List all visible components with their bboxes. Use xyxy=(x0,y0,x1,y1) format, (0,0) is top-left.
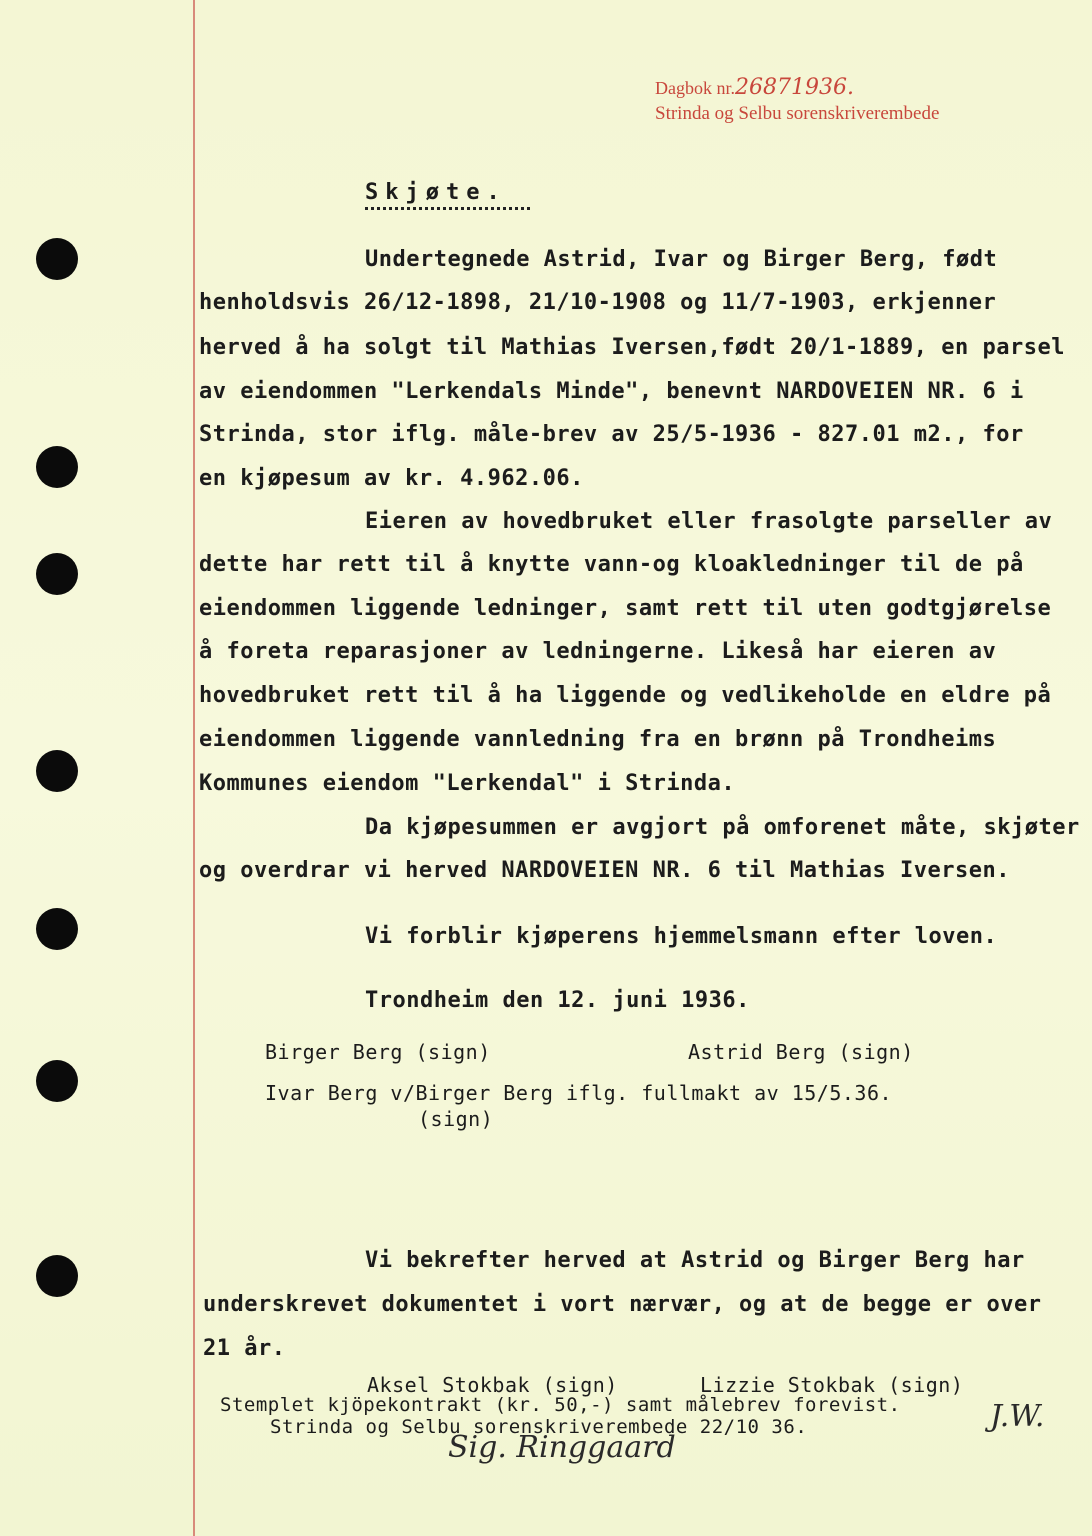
office-stamp: Strinda og Selbu sorenskriverembede xyxy=(655,103,940,124)
registration-line: Strinda og Selbu sorenskriverembede 22/10 36. xyxy=(270,1416,808,1438)
body-line: eiendommen liggende vannledning fra en brønn på Trondheims xyxy=(199,727,997,752)
document-title: Skjøte. xyxy=(365,180,507,205)
punch-hole xyxy=(36,1255,78,1297)
body-line: hovedbruket rett til å ha liggende og vedlikeholde en eldre på xyxy=(199,683,1052,708)
body-line: og overdrar vi herved NARDOVEIEN NR. 6 til Mathias Iversen. xyxy=(199,858,1010,883)
signature-ivar-sign: (sign) xyxy=(418,1107,494,1131)
body-line: Vi forblir kjøperens hjemmelsmann efter loven. xyxy=(365,924,998,949)
body-line: Eieren av hovedbruket eller frasolgte parseller av xyxy=(365,509,1053,534)
body-line: Da kjøpesummen er avgjort på omforenet måte, skjøter xyxy=(365,815,1080,840)
place-date-line: Trondheim den 12. juni 1936. xyxy=(365,988,750,1013)
signature-astrid: Astrid Berg (sign) xyxy=(688,1040,914,1064)
punch-hole xyxy=(36,1060,78,1102)
punch-hole xyxy=(36,553,78,595)
punch-hole xyxy=(36,238,78,280)
dagbok-number: 2687 xyxy=(735,75,791,100)
punch-hole xyxy=(36,750,78,792)
body-line: eiendommen liggende ledninger, samt rett til uten godtgjørelse xyxy=(199,596,1052,621)
signature-birger: Birger Berg (sign) xyxy=(265,1040,491,1064)
punch-hole xyxy=(36,908,78,950)
body-line: en kjøpesum av kr. 4.962.06. xyxy=(199,466,584,491)
body-line: dette har rett til å knytte vann-og kloakledninger til de på xyxy=(199,552,1024,577)
witness-line: Vi bekrefter herved at Astrid og Birger Berg har xyxy=(365,1248,1025,1273)
witness-signature-aksel: Aksel Stokbak (sign) xyxy=(367,1373,618,1397)
dagbok-stamp xyxy=(655,75,854,100)
body-line: Kommunes eiendom "Lerkendal" i Strinda. xyxy=(199,771,736,796)
body-line: herved å ha solgt til Mathias Iversen,født 20/1-1889, en parsel xyxy=(199,335,1065,360)
body-line: henholdsvis 26/12-1898, 21/10-1908 og 11/7-1903, erkjenner xyxy=(199,290,997,315)
dagbok-year: 1936. xyxy=(791,75,854,100)
handwritten-signature: Sig. Ringgaard xyxy=(448,1430,676,1465)
body-line: Strinda, stor iflg. måle-brev av 25/5-1936 - 827.01 m2., for xyxy=(199,422,1024,447)
handwritten-initials: J.W. xyxy=(990,1399,1045,1434)
margin-line xyxy=(193,0,195,1536)
dagbok-label: Dagbok nr. xyxy=(655,78,735,98)
witness-line: 21 år. xyxy=(203,1336,286,1361)
body-line: å foreta reparasjoner av ledningerne. Likeså har eieren av xyxy=(199,639,997,664)
punch-hole xyxy=(36,446,78,488)
signature-ivar-line: Ivar Berg v/Birger Berg iflg. fullmakt av 15/5.36. xyxy=(265,1081,893,1105)
title-underline xyxy=(365,207,530,210)
registration-line: Stemplet kjöpekontrakt (kr. 50,-) samt målebrev forevist. xyxy=(220,1394,901,1416)
body-line: av eiendommen "Lerkendals Minde", benevnt NARDOVEIEN NR. 6 i xyxy=(199,379,1024,404)
witness-signature-lizzie: Lizzie Stokbak (sign) xyxy=(700,1373,964,1397)
witness-line: underskrevet dokumentet i vort nærvær, og at de begge er over xyxy=(203,1292,1042,1317)
body-line: Undertegnede Astrid, Ivar og Birger Berg, født xyxy=(365,247,998,272)
